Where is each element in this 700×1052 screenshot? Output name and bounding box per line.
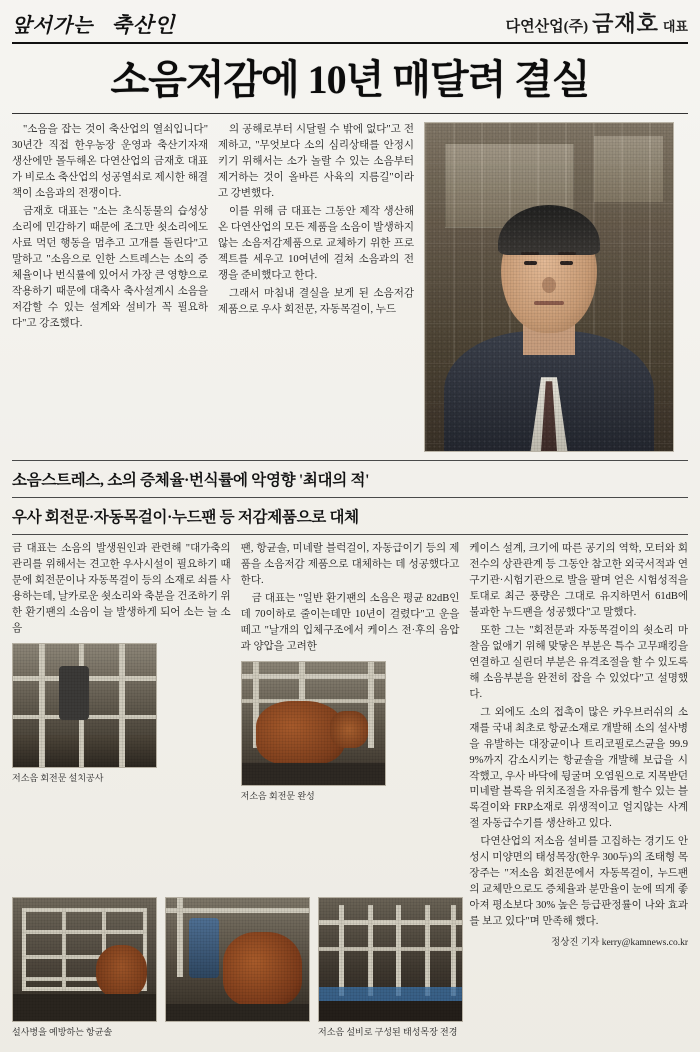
person-eyebrow [521,252,539,255]
person-mouth [534,301,564,305]
paragraph: 의 공해로부터 시달릴 수 밖에 없다"고 전제하고, "무엇보다 소의 심리상태를 안정시키기 위해서는 소가 놀랄 수 있는 소음부터 제거하는 것이 올바른 사육의 지름길"이라고 강변했다. [218,124,414,199]
person-eye [560,261,573,265]
section-title-word1: 앞서가는 [12,15,94,37]
subhead-divider-top [12,460,688,461]
person-hair [498,205,600,255]
subhead-2: 우사 회전문·자동목걸이·누드팬 등 저감제품으로 대체 [12,509,359,527]
lead-column-2 [218,122,414,319]
photo-farm-overview [318,897,463,1022]
paragraph: 또한 그는 "회전문과 자동목걸이의 쇳소리 마찰음 없애기 위해 맞닿은 부분은 특수 고무패킹을 연결하고 실린더 부분은 유격조절을 할 수 있도록 해 소음부분을 완전히 잡을 수 있었다"고 설명했다. [469,624,689,700]
photo-grid-left [12,643,231,792]
photo-brush-install [12,643,157,768]
photo-cell [318,897,463,1046]
paragraph: 이를 위해 금 대표는 그동안 제작 생산해온 다연산업의 모든 제품을 소음이 발생하지 않는 소음저감제품으로 교체하기 위한 프로젝트를 세우고 10여년에 걸쳐 소음과의 전쟁을 준비했다고 한다. [218,205,414,281]
paragraph: 그 외에도 소의 접촉이 많은 카우브러쉬의 소재를 국내 최초로 항균소재로 개발해 소의 설사병을 유발하는 대장균이나 트리코필로스균을 99.99%까지 감소시키는 항균솔을 개발해 보급을 시작했고, 우사 바닥에 뒹굴며 오염원으로 지목받던 미네랄 블록을 위치조절을 자유롭게 할수 있는 블록걸이와 FRP소재로 위생적이고 얼지않는 사계절 자동급수기를 생산하고 있다. [469,706,689,830]
photo-caption [165,1025,310,1035]
photo-gate-detail [12,897,157,1022]
paragraph: "소음을 잡는 것이 축산업의 열쇠입니다" 30년간 직접 한우농장 운영과 축산기자재 생산에만 몰두해온 다연산업의 금재호 대표가 비로소 축산업의 성공열쇠로 제시한 해결책이 소음과의 전쟁이다. [12,124,208,199]
headline-divider [12,113,688,114]
photo-caption: 저소음 회전문 설치공사 [12,772,104,783]
photo-caption: 설사병을 예방하는 항균솔 [12,1027,113,1037]
print-grain-overlay [319,898,462,1021]
person-eyebrow [558,252,576,255]
photo-grid-bottom [12,897,472,1046]
page-title: 소음저감에 10년 매달려 결실 [110,57,590,102]
masthead [12,0,688,44]
lead-section [12,122,688,452]
paragraph: 다연산업의 저소음 설비를 고집하는 경기도 안성시 미양면의 태성목장(한우 300두)의 조태형 목장주는 "저소음 회전문에서 자동목걸이, 누드팬의 교체만으로도 증체율과 분만율이 눈에 띄게 좋아져 평소보다 30% 높은 등급판정률이 나와 효과를 보고 있다"며 만족해 했다. [469,836,689,928]
subhead-divider-mid [12,497,688,498]
person-figure [444,201,654,451]
body-column-2 [241,541,460,948]
photo-cell [165,897,310,1046]
main-photo-column [424,122,674,452]
photo-antibacterial-brush [165,897,310,1022]
print-grain-overlay [242,662,385,785]
person-eye [524,261,537,265]
section-title-word2: 축산인 [111,13,176,37]
print-grain-overlay [166,898,309,1021]
body-columns [12,541,688,948]
company-name: 다연산업(주) [505,19,589,35]
subhead-block [12,460,688,535]
person-nose [542,277,556,293]
print-grain-overlay [13,898,156,1021]
person-name: 금재호 [592,11,659,36]
paragraph: 금 대표는 소음의 발생원인과 관련해 "대가축의 관리를 위해서는 견고한 우사시설이 필요하기 때문에 회전문이나 자동목걸이 등의 소재로 쇠를 사용하는데, 날카로운 쇳소리와 축분을 건조하기 위한 환기팬의 소음이 늘 발생하게 되어 소는 늘 소음 [12,543,231,634]
photo-cell [12,643,157,792]
paragraph: 그래서 마침내 결실을 보게 된 소음저감 제품으로 우사 회전문, 자동목걸이, 누드 [218,287,414,315]
section-title [12,9,175,39]
paragraph: 팬, 항균솔, 미네랄 블럭걸이, 자동급이기 등의 제품을 소음저감 제품으로 대체하는 데 성공했다고 한다. [240,543,460,587]
body-column-3 [469,541,688,948]
photo-cell [241,661,386,810]
byline-credit: 정상진 기자 kerry@kamnews.co.kr [551,938,689,949]
print-grain-overlay [13,644,156,767]
paragraph: 금 대표는 "일반 환기팬의 소음은 평균 82dB인데 70이하로 줄이는데만 10년이 걸렸다"고 운을 떼고 "날개의 입체구조에서 케이스 전·후의 음압과 양압을 고려한 [240,593,460,652]
person-role: 대표 [662,19,688,34]
main-portrait-photo [424,122,674,452]
paragraph: 케이스 설계, 크기에 따른 공기의 역학, 모터와 회전수의 상관관계 등 그동안 참고한 외국서적과 연구기관·시험기관으로 발을 팔며 얻은 시험성적을 토대로 최근 풍량은 그대로 유지하면서 61dB에 불과한 누드팬을 성공했다"고 말했다. [469,543,689,618]
photo-caption: 저소음 회전문 완성 [240,790,315,801]
photo-cow-gate [241,661,386,786]
subject-identification [506,7,688,39]
body-column-1 [12,541,231,948]
lead-column-1 [12,122,208,333]
paragraph: 금재호 대표는 "소는 초식동물의 습성상 소리에 민감하기 때문에 조그만 쇳소리에도 사료 먹던 행동을 멈추고 고개를 돌린다"고 말하고 "소음으로 인한 스트레스는 소의 증체율이나 번식률에 있어서 가장 큰 영향으로 작용하기 때문에 대축사 축사설계시 소음을 저감할 수 있는 설계와 설비가 꼭 필요하다"고 강조했다. [12,205,208,329]
photo-caption: 저소음 설비로 구성된 태성목장 전경 [318,1027,458,1037]
subhead-1: 소음스트레스, 소의 증체율·번식률에 악영향 '최대의 적' [12,472,370,490]
subhead-divider-bottom [12,534,688,535]
photo-cell [12,897,157,1046]
photo-grid-mid [241,661,460,810]
